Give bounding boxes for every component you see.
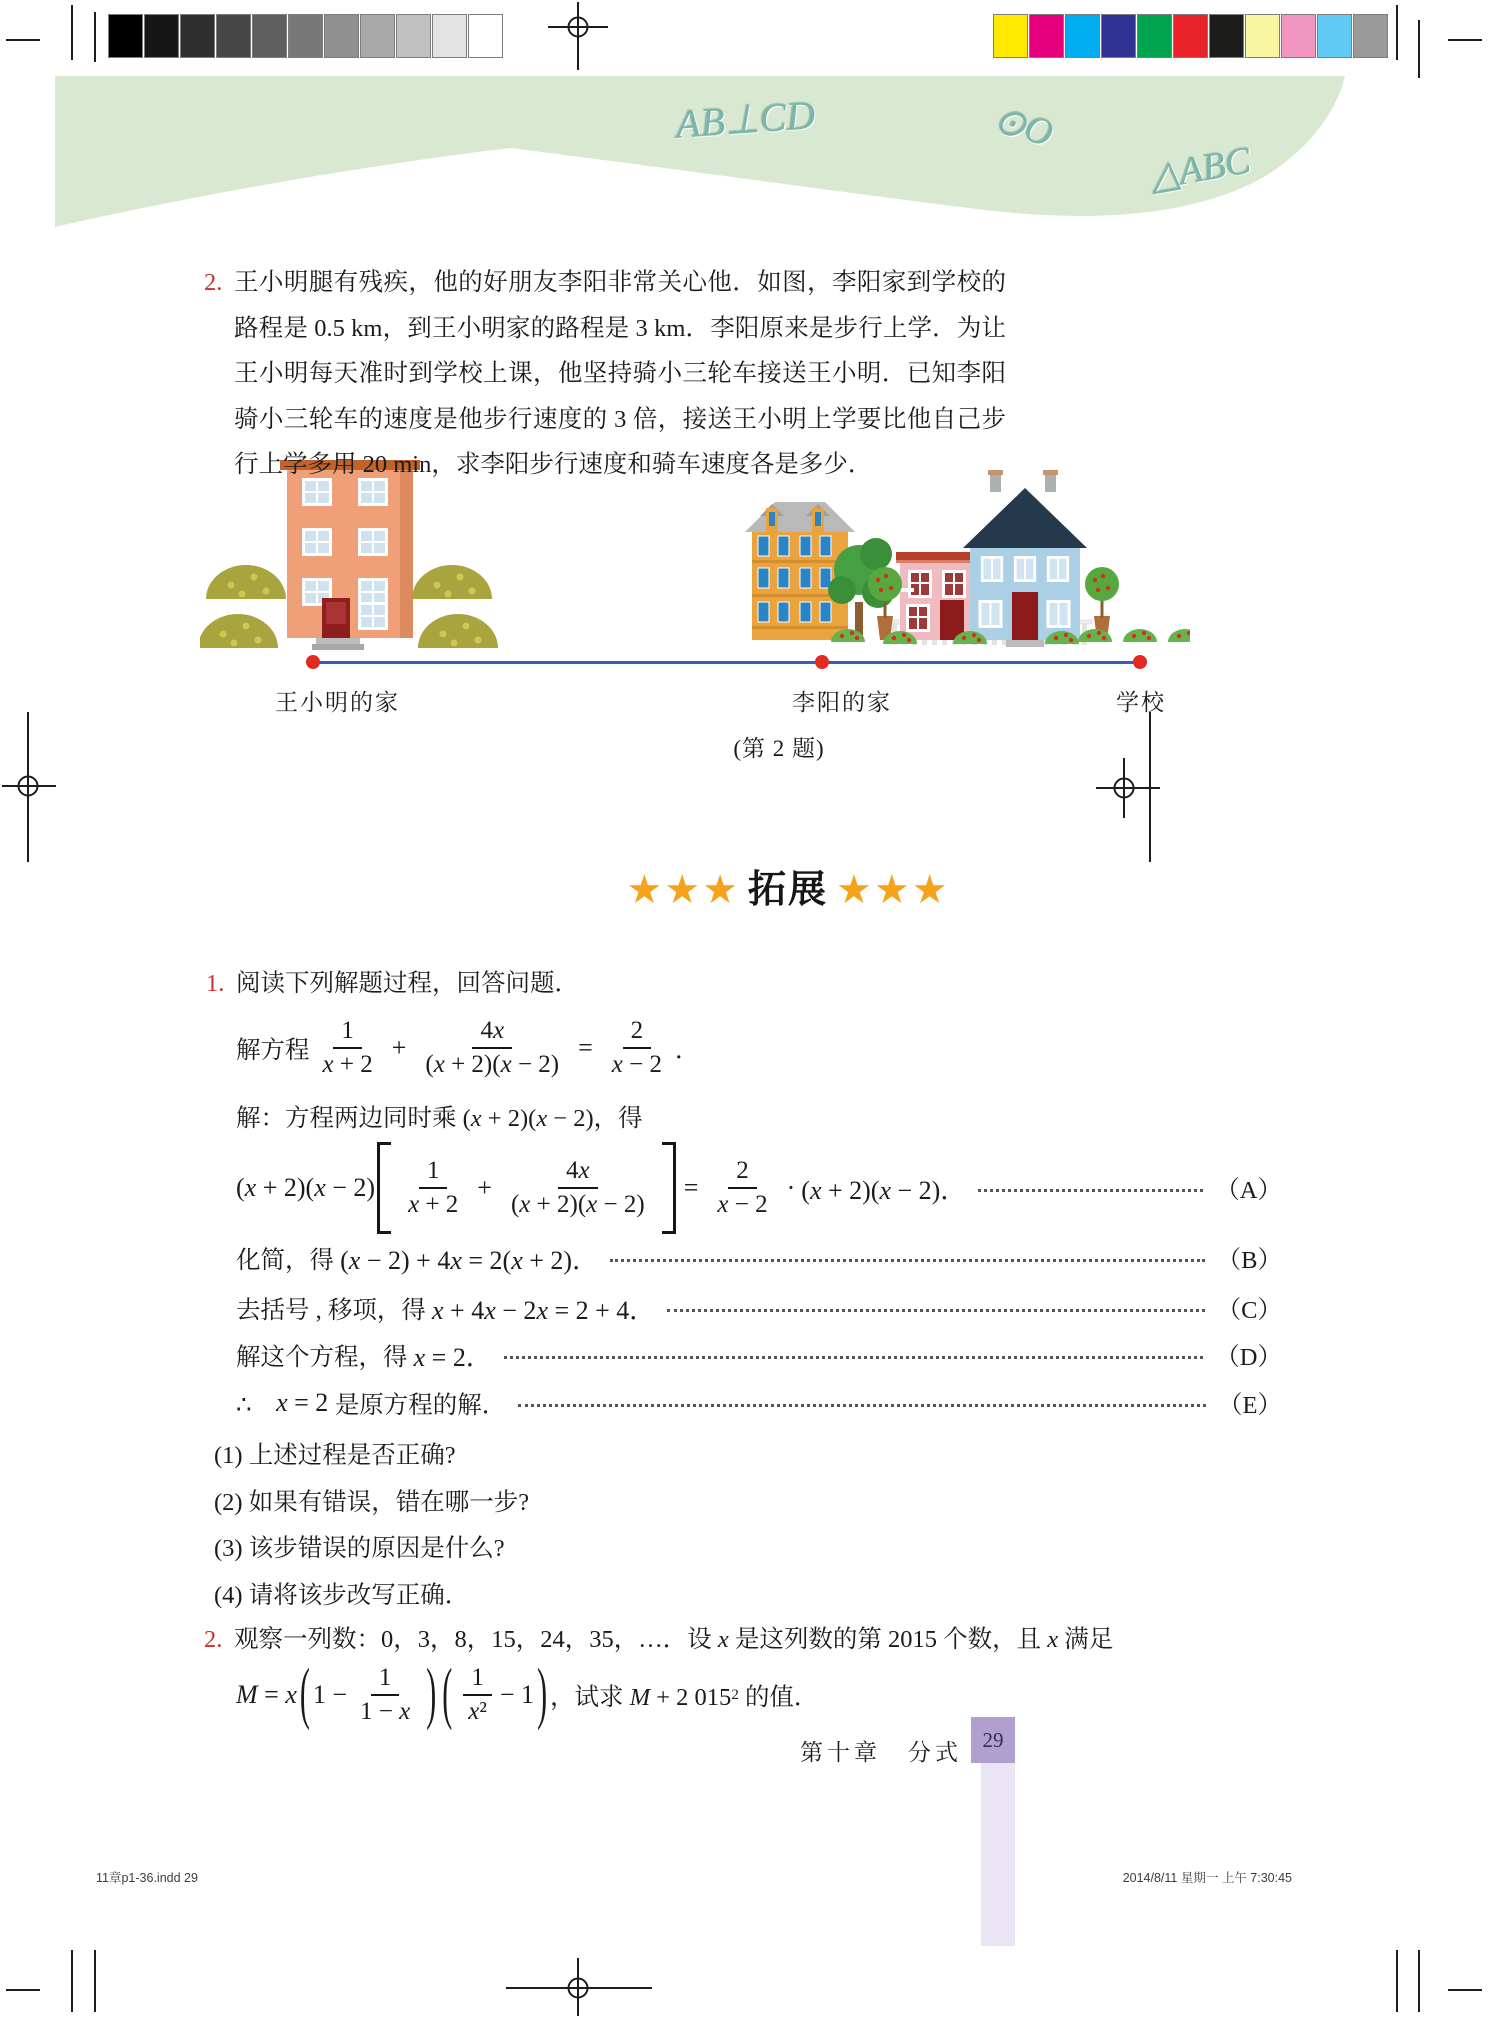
problem-2-text	[204, 260, 1006, 488]
color-swatch	[1101, 14, 1136, 58]
color-swatch	[288, 14, 323, 58]
label-school: 学校	[1116, 690, 1166, 715]
color-swatch	[216, 14, 251, 58]
location-dot-li-home	[815, 655, 829, 669]
color-swatch	[252, 14, 287, 58]
step-label-e: （E）	[1218, 1391, 1282, 1419]
fraction: $\frac{1}{x + 2}$	[322, 1017, 373, 1078]
grayscale-print-bar	[108, 14, 504, 58]
color-swatch	[180, 14, 215, 58]
dotted-leader	[978, 1189, 1203, 1192]
right-square-bracket	[662, 1142, 676, 1234]
problem-number: 2.	[204, 269, 223, 296]
problem-body: 王小明腿有残疾，他的好朋友李阳非常关心他．如图，李阳家到学校的路程是 0.5 km，到王小明家的路程是 3 km．李阳原来是步行上学．为让王小明每天准时到学校上课，他坚持骑小三轮车接送王小明．已知李阳骑小三轮车的速度是他步行速度的 3 倍，接送王小明上学要比他自己步行上学多用 20 min，求李阳步行速度和骑车速度各是多少．	[234, 269, 1006, 478]
question-3: (3) 该步错误的原因是什么?	[214, 1535, 505, 1562]
color-swatch	[324, 14, 359, 58]
step-label-b: （B）	[1216, 1246, 1282, 1274]
color-swatch	[1209, 14, 1244, 58]
fraction: $\frac{2}{x - 2}$	[717, 1157, 768, 1218]
stars-left-icon: ★★★	[626, 867, 740, 913]
color-swatch	[1245, 14, 1280, 58]
location-dot-wang-home	[306, 655, 320, 669]
bush	[412, 565, 492, 599]
color-swatch	[1137, 14, 1172, 58]
distance-line	[313, 661, 1141, 664]
equals-operator: =	[578, 1033, 593, 1062]
color-swatch	[396, 14, 431, 58]
dotted-leader	[518, 1404, 1206, 1407]
fraction: $\frac{4x}{(x + 2)(x - 2)}$	[510, 1157, 645, 1218]
problem-body: 观察一列数：0，3，8，15，24，35，…．设 x 是这列数的第 2015 个数，且 x 满足	[234, 1626, 1114, 1653]
question-4: (4) 请将该步改写正确．	[214, 1582, 470, 1609]
plus-operator: +	[391, 1033, 407, 1062]
big-paren-open: (	[299, 1655, 310, 1732]
dotted-leader	[504, 1356, 1203, 1359]
label-wang-home: 王小明的家	[275, 690, 400, 715]
band-symbol-circle: ⊙O	[989, 98, 1058, 156]
dotted-leader	[667, 1309, 1204, 1312]
potted-apple-tree	[1085, 567, 1119, 640]
question-1: (1) 上述过程是否正确?	[214, 1442, 456, 1469]
bush	[206, 565, 286, 599]
color-swatch	[1029, 14, 1064, 58]
fraction: $\frac{1}{1 - x}$	[360, 1664, 411, 1725]
question-2: (2) 如果有错误，错在哪一步?	[214, 1489, 530, 1516]
color-swatch	[108, 14, 143, 58]
location-dot-school	[1133, 655, 1147, 669]
problem-1-intro	[206, 968, 856, 1000]
step-label-c: （C）	[1216, 1296, 1282, 1324]
fraction: $\frac{1}{x + 2}$	[408, 1157, 459, 1218]
print-date-info: 2014/8/11 星期一 上午 7:30:45	[1122, 1871, 1292, 1885]
big-paren-close: )	[426, 1655, 437, 1732]
page-tab-strip	[981, 1763, 1015, 1946]
problem-2-bottom-text	[204, 1624, 1254, 1656]
color-swatch	[1317, 14, 1352, 58]
plus-operator: +	[477, 1173, 492, 1202]
big-paren-open: (	[442, 1655, 453, 1732]
berry-bush	[1123, 629, 1157, 642]
label-li-home: 李阳的家	[792, 690, 892, 715]
apartment-building	[280, 460, 420, 650]
equation-m: M = x ( 1 − $\frac{1}{1 - x}$ ) ( $\frac{1}{\text{x²}}$ − 1 ) ，试求 M + 2 015 2 的值．	[236, 1658, 818, 1732]
color-swatch	[432, 14, 467, 58]
color-swatch	[1065, 14, 1100, 58]
color-print-bar	[993, 14, 1389, 58]
problem-number: 2.	[204, 1626, 223, 1653]
color-swatch	[468, 14, 503, 58]
chapter-footer: 第十章 分式	[800, 1740, 962, 1765]
color-swatch	[1281, 14, 1316, 58]
stars-right-icon: ★★★	[836, 867, 950, 913]
problem-number: 1.	[206, 970, 225, 997]
step-label-a: （A）	[1215, 1176, 1282, 1204]
bush	[418, 614, 498, 648]
solution-step: ∴ x = 2 是原方程的解． （E）	[236, 1385, 1282, 1421]
equals-operator: =	[683, 1173, 699, 1202]
print-file-info: 11章p1-36.indd 29	[96, 1871, 198, 1885]
solution-intro: 解：方程两边同时乘 (x + 2)(x − 2)，得	[236, 1105, 643, 1132]
multiply-dot: ·	[786, 1173, 796, 1202]
problem-intro-text: 阅读下列解题过程，回答问题．	[236, 970, 579, 997]
solution-step: 化简，得 (x − 2) + 4x = 2(x + 2)． （B）	[236, 1240, 1282, 1276]
color-swatch	[144, 14, 179, 58]
step-label-d: （D）	[1215, 1343, 1282, 1371]
big-paren-close: )	[537, 1655, 548, 1732]
color-swatch	[1173, 14, 1208, 58]
solution-step: 解这个方程，得 x = 2． （D）	[236, 1337, 1282, 1373]
figure-caption: (第 2 题)	[733, 736, 825, 761]
color-swatch	[1353, 14, 1388, 58]
fraction: $\frac{4x}{(x + 2)(x - 2)}$	[425, 1017, 560, 1078]
dotted-leader	[610, 1259, 1205, 1262]
left-square-bracket	[377, 1142, 391, 1234]
school-houses	[890, 470, 1092, 647]
section-title: 拓展	[747, 869, 829, 911]
fraction: $\frac{1}{\text{x²}}$	[460, 1664, 495, 1726]
period: ．	[675, 1036, 700, 1064]
equation-step-a: (x + 2)(x − 2) $\frac{1}{x + 2}$ + $\frac{4x}{(x + 2)(x - 2)}$ = $\frac{2}{x - 2}$ · (x + 2)(x − 2)． （A）	[236, 1138, 1282, 1238]
equation-main	[236, 1012, 700, 1084]
fraction: $\frac{2}{x - 2}$	[611, 1017, 663, 1078]
solution-step: 去括号 , 移项，得 x + 4x − 2x = 2 + 4． （C）	[236, 1290, 1282, 1326]
section-header-extension	[626, 867, 950, 913]
color-swatch	[360, 14, 395, 58]
solve-equation-label: 解方程	[236, 1036, 310, 1064]
color-swatch	[993, 14, 1028, 58]
band-symbol-perpendicular: AB⊥CD	[674, 92, 817, 147]
band-symbol-triangle: △ABC	[1147, 139, 1254, 199]
page-number-tab: 29	[971, 1717, 1015, 1763]
berry-bush	[1168, 629, 1190, 642]
bush	[200, 614, 278, 648]
